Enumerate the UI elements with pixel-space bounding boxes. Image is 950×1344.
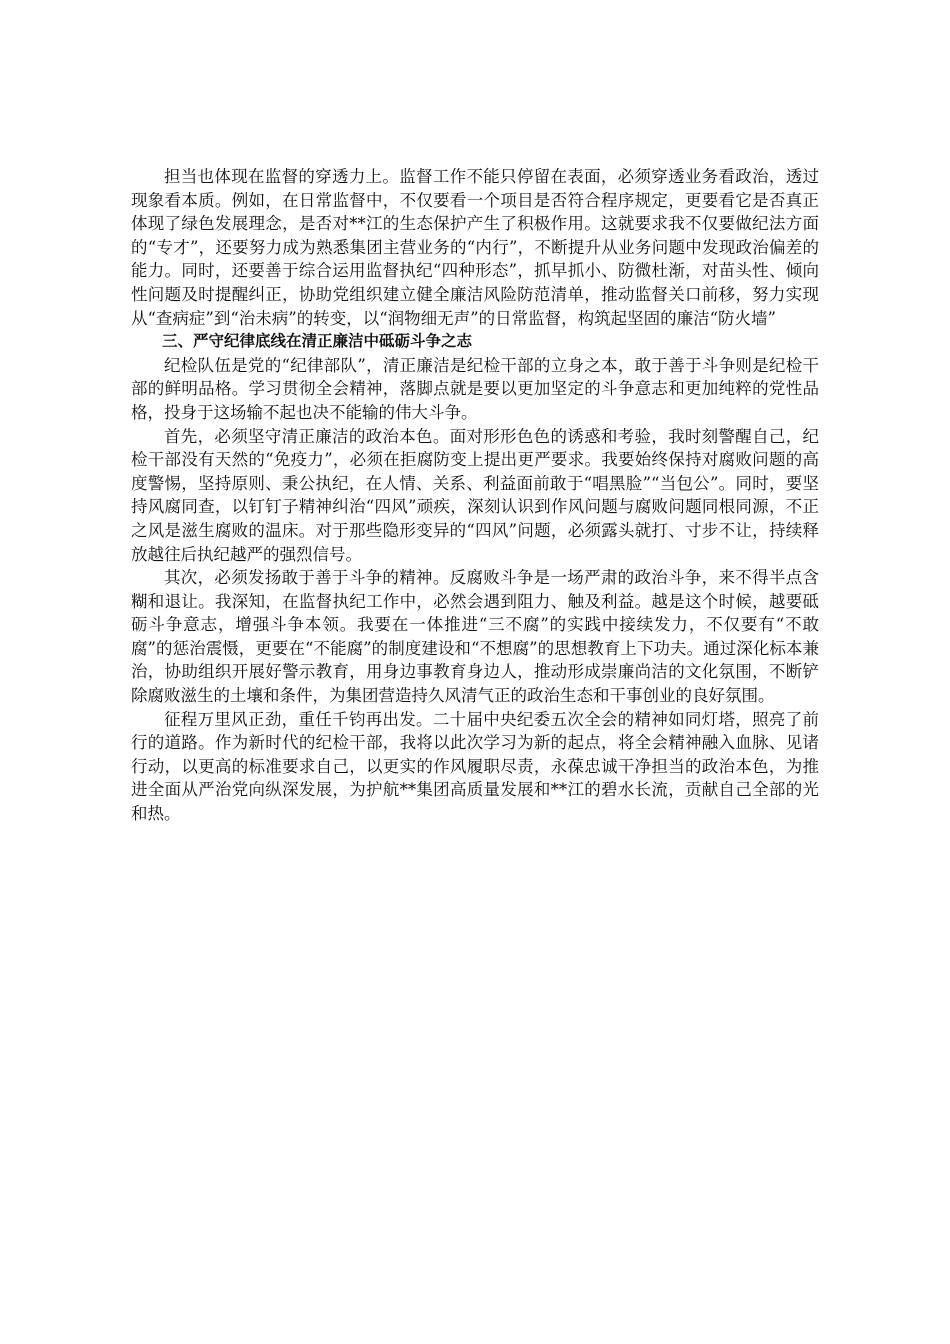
paragraph-conclusion: 征程万里风正劲，重任千钧再出发。二十届中央纪委五次全会的精神如同灯塔，照亮了前行的道路。作为新时代的纪检干部，我将以此次学习为新的起点，将全会精神融入血脉、见诸行动，以更高的标准要求自己，以更实的作风履职尽责，永葆忠诚干净担当的政治本色，为推进全面从严治党向纵深发展，为护航**集团高质量发展和**江的碧水长流，贡献自己全部的光和热。	[131, 709, 819, 824]
document-body	[131, 165, 819, 826]
paragraph-supervision-penetration: 担当也体现在监督的穿透力上。监督工作不能只停留在表面，必须穿透业务看政治，透过现象看本质。例如，在日常监督中，不仅要看一个项目是否符合程序规定，更要看它是否真正体现了绿色发展理念，是否对**江的生态保护产生了积极作用。这就要求我不仅要做纪法方面的“专才”，还要努力成为熟悉集团主营业务的“内行”，不断提升从业务问题中发现政治偏差的能力。同时，还要善于综合运用监督执纪“四种形态”，抓早抓小、防微杜渐，对苗头性、倾向性问题及时提醒纠正，协助党组织建立健全廉洁风险防范清单，推动监督关口前移，努力实现从“查病症”到“治未病”的转变，以“润物细无声”的日常监督，构筑起坚固的廉洁“防火墙”	[131, 167, 819, 328]
paragraph-discipline-team: 纪检队伍是党的“纪律部队”，清正廉洁是纪检干部的立身之本，敢于善于斗争则是纪检干部的鲜明品格。学习贯彻全会精神，落脚点就是要以更加坚定的斗争意志和更加纯粹的党性品格，投身于这场输不起也决不能输的伟大斗争。	[131, 355, 819, 422]
paragraph-second-struggle: 其次，必须发扬敢于善于斗争的精神。反腐败斗争是一场严肃的政治斗争，来不得半点含糊和退让。我深知，在监督执纪工作中，必然会遇到阻力、触及利益。越是这个时候，越要砥砺斗争意志，增强斗争本领。我要在一体推进“三不腐”的实践中接续发力，不仅要有“不敢腐”的惩治震慑，更要在“不能腐”的制度建设和“不想腐”的思想教育上下功夫。通过深化标本兼治，协助组织开展好警示教育，用身边事教育身边人，推动形成崇廉尚洁的文化氛围，不断铲除腐败滋生的土壤和条件，为集团营造持久风清气正的政治生态和干事创业的良好氛围。	[131, 568, 819, 706]
paragraph-first-integrity: 首先，必须坚守清正廉洁的政治本色。面对形形色色的诱惑和考验，我时刻警醒自己，纪检干部没有天然的“免疫力”，必须在拒腐防变上提出更严要求。我要始终保持对腐败问题的高度警惕，坚持原则、秉公执纪，在人情、关系、利益面前敢于“唱黑脸”“当包公”。同时，要坚持风腐同查，以钉钉子精神纠治“四风”顽疾，深刻认识到作风问题与腐败问题同根同源，不正之风是滋生腐败的温床。对于那些隐形变异的“四风”问题，必须露头就打、寸步不让，持续释放越往后执纪越严的强烈信号。	[131, 426, 819, 564]
section-heading-3: 三、严守纪律底线在清正廉洁中砥砺斗争之志	[162, 332, 473, 351]
